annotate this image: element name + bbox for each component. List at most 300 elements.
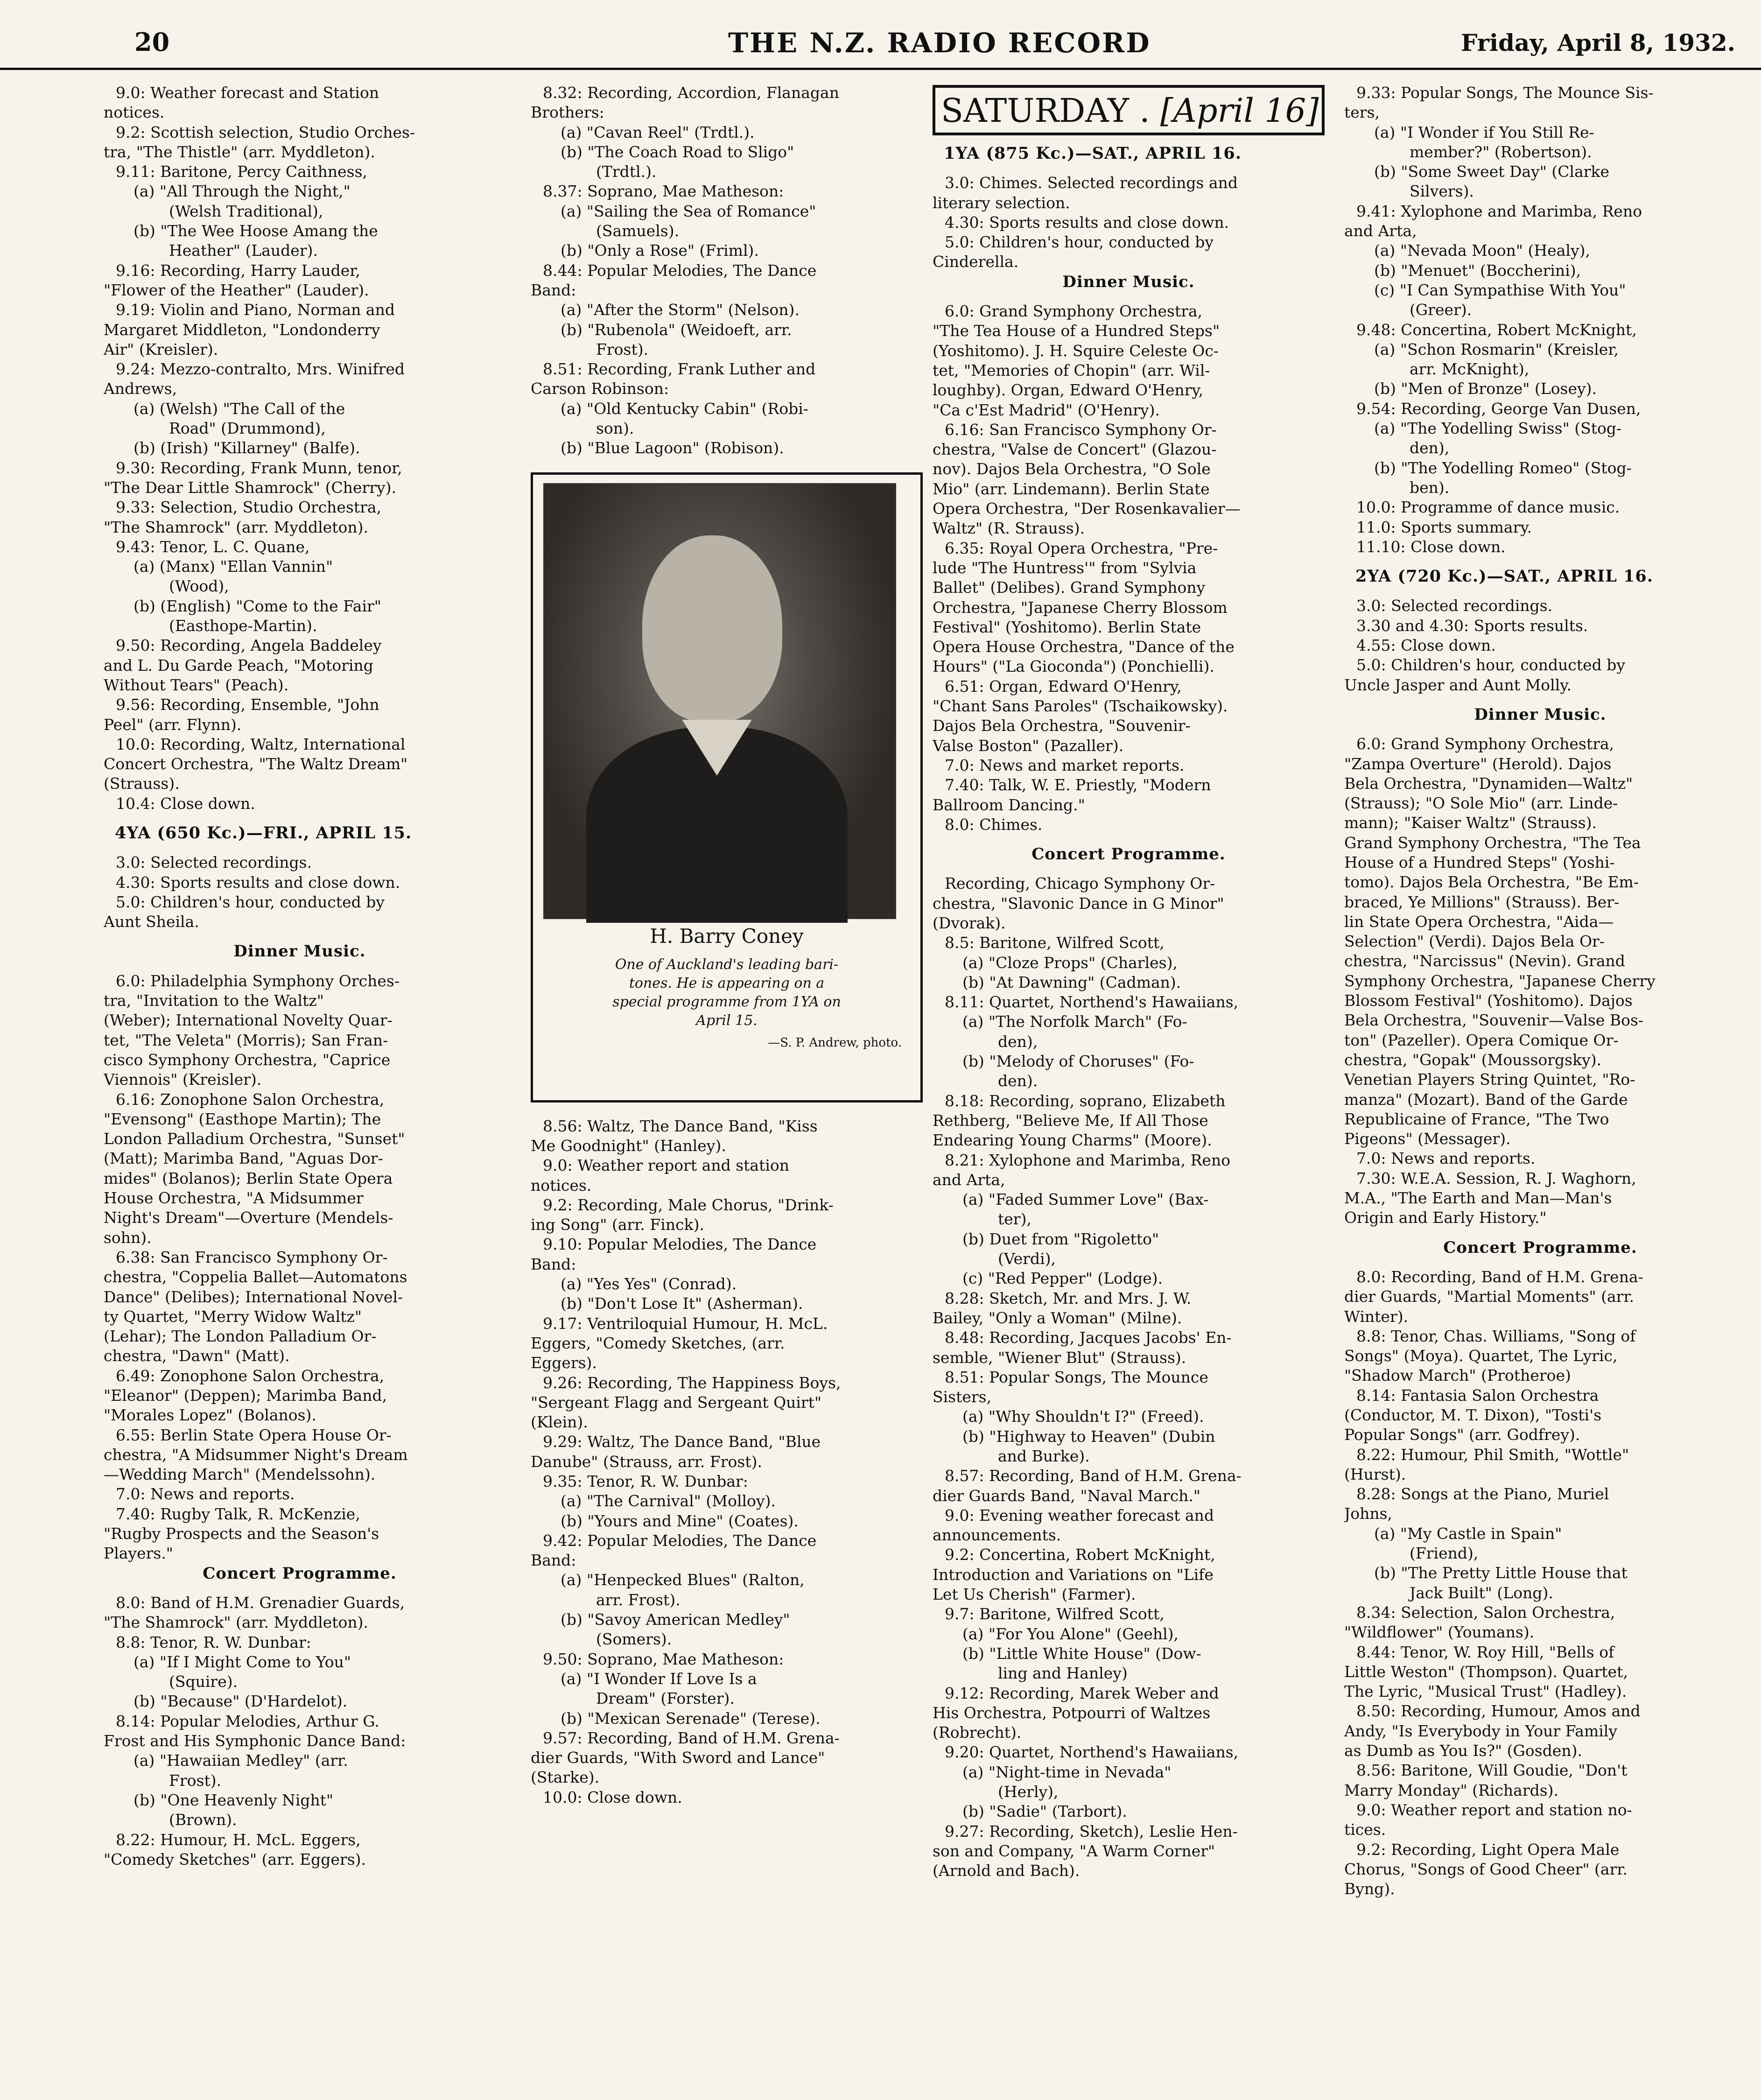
programme-line: 6.0: Philadelphia Symphony Orches- bbox=[116, 971, 400, 990]
programme-line: (b) "Men of Bronze" (Losey). bbox=[1374, 379, 1597, 398]
programme-line: (a) "Night-time in Nevada" bbox=[962, 1763, 1172, 1781]
programme-line: 8.28: Songs at the Piano, Muriel bbox=[1356, 1485, 1609, 1503]
programme-line: (a) "Henpecked Blues" (Ralton, bbox=[561, 1571, 805, 1589]
programme-line: 8.32: Recording, Accordion, Flanagan bbox=[543, 84, 839, 102]
programme-line: "Rugby Prospects and the Season's bbox=[104, 1524, 379, 1543]
programme-line: (b) (English) "Come to the Fair" bbox=[133, 597, 381, 615]
programme-line: (b) "At Dawning" (Cadman). bbox=[962, 973, 1181, 991]
programme-line: (b) "Sadie" (Tarbort). bbox=[962, 1802, 1127, 1821]
programme-line: (Yoshitomo). J. H. Squire Celeste Oc- bbox=[933, 341, 1219, 360]
programme-line: Carson Robinson: bbox=[531, 379, 669, 398]
programme-line: tra, "The Thistle" (arr. Myddleton). bbox=[104, 142, 375, 161]
programme-line: Chorus, "Songs of Good Cheer" (arr. bbox=[1344, 1860, 1628, 1878]
programme-line: 8.14: Fantasia Salon Orchestra bbox=[1356, 1386, 1599, 1405]
programme-line: (a) "Why Shouldn't I?" (Freed). bbox=[962, 1407, 1204, 1426]
programme-line: 6.55: Berlin State Opera House Or- bbox=[116, 1426, 392, 1444]
programme-line: London Palladium Orchestra, "Sunset" bbox=[104, 1130, 405, 1148]
section-heading-concert-programme: Concert Programme. bbox=[203, 1564, 397, 1583]
programme-line: literary selection. bbox=[933, 193, 1070, 212]
programme-line: Blossom Festival" (Yoshitomo). Dajos bbox=[1344, 991, 1633, 1010]
programme-line: Dance" (Delibes); International Novel- bbox=[104, 1287, 403, 1306]
programme-line: 9.42: Popular Melodies, The Dance bbox=[543, 1531, 817, 1550]
programme-line: 9.0: Weather report and station bbox=[543, 1156, 789, 1175]
programme-line: 9.41: Xylophone and Marimba, Reno bbox=[1356, 202, 1642, 220]
programme-line: den), bbox=[998, 1032, 1038, 1051]
programme-line: 9.12: Recording, Marek Weber and bbox=[945, 1684, 1219, 1702]
programme-line: (a) "I Wonder if You Still Re- bbox=[1374, 123, 1594, 141]
programme-line: 3.0: Selected recordings. bbox=[1356, 597, 1553, 615]
programme-line: "Sergeant Flagg and Sergeant Quirt" bbox=[531, 1393, 822, 1412]
programme-line: 8.11: Quartet, Northend's Hawaiians, bbox=[945, 993, 1239, 1011]
programme-line: 10.0: Close down. bbox=[543, 1788, 682, 1806]
programme-line: (a) "Hawaiian Medley" (arr. bbox=[133, 1751, 348, 1770]
programme-line: Orchestra, "Japanese Cherry Blossom bbox=[933, 598, 1228, 617]
programme-line: (b) "One Heavenly Night" bbox=[133, 1791, 334, 1809]
programme-line: (a) "After the Storm" (Nelson). bbox=[561, 301, 800, 319]
programme-line: Valse Boston" (Pazaller). bbox=[933, 736, 1124, 755]
programme-line: 9.30: Recording, Frank Munn, tenor, bbox=[116, 458, 402, 477]
programme-line: 9.7: Baritone, Wilfred Scott, bbox=[945, 1605, 1165, 1623]
programme-line: 3.0: Chimes. Selected recordings and bbox=[945, 174, 1238, 192]
programme-line: 8.56: Baritone, Will Goudie, "Don't bbox=[1356, 1761, 1628, 1780]
programme-line: (b) Duet from "Rigoletto" bbox=[962, 1229, 1159, 1248]
programme-line: 8.14: Popular Melodies, Arthur G. bbox=[116, 1712, 379, 1730]
programme-line: Songs" (Moya). Quartet, The Lyric, bbox=[1344, 1347, 1618, 1365]
programme-line: Me Goodnight" (Hanley). bbox=[531, 1136, 726, 1155]
programme-line: Rethberg, "Believe Me, If All Those bbox=[933, 1111, 1208, 1130]
programme-line: and Burke). bbox=[998, 1447, 1090, 1465]
programme-line: 9.26: Recording, The Happiness Boys, bbox=[543, 1373, 841, 1392]
banner-day: SATURDAY bbox=[941, 91, 1130, 130]
programme-line: (Herly), bbox=[998, 1783, 1059, 1801]
programme-line: Mio" (arr. Lindemann). Berlin State bbox=[933, 479, 1210, 498]
programme-line: 8.57: Recording, Band of H.M. Grena- bbox=[945, 1467, 1242, 1485]
programme-line: Little Weston" (Thompson). Quartet, bbox=[1344, 1662, 1628, 1681]
programme-line: 9.33: Selection, Studio Orchestra, bbox=[116, 498, 382, 517]
caption-line: special programme from 1YA on bbox=[612, 993, 841, 1010]
programme-line: Air" (Kreisler). bbox=[104, 340, 218, 358]
programme-line: Frost). bbox=[169, 1771, 222, 1790]
programme-line: Bela Orchestra, "Souvenir—Valse Bos- bbox=[1344, 1011, 1644, 1030]
programme-line: His Orchestra, Potpourri of Waltzes bbox=[933, 1703, 1211, 1722]
programme-line: (a) "For You Alone" (Geehl), bbox=[962, 1624, 1179, 1643]
programme-line: ben). bbox=[1410, 478, 1450, 497]
programme-line: Dream" (Forster). bbox=[596, 1689, 735, 1708]
programme-line: Byng). bbox=[1344, 1880, 1395, 1898]
programme-line: (a) "I Wonder If Love Is a bbox=[561, 1669, 757, 1688]
programme-line: 8.22: Humour, H. McL. Eggers, bbox=[116, 1830, 361, 1849]
programme-line: Bela Orchestra, "Dynamiden—Waltz" bbox=[1344, 774, 1633, 793]
programme-line: Symphony Orchestra, "Japanese Cherry bbox=[1344, 971, 1656, 990]
programme-line: (b) "Little White House" (Dow- bbox=[962, 1644, 1201, 1663]
programme-line: 8.37: Soprano, Mae Matheson: bbox=[543, 182, 784, 201]
programme-line: Peel" (arr. Flynn). bbox=[104, 715, 242, 734]
programme-line: (Hurst). bbox=[1344, 1465, 1406, 1483]
programme-line: Danube" (Strauss, arr. Frost). bbox=[531, 1452, 762, 1471]
programme-line: (a) "The Yodelling Swiss" (Stog- bbox=[1374, 419, 1622, 438]
photo-credit: —S. P. Andrew, photo. bbox=[768, 1035, 902, 1050]
programme-line: tet, "Memories of Chopin" (arr. Wil- bbox=[933, 361, 1210, 379]
programme-line: 9.0: Weather report and station no- bbox=[1356, 1800, 1632, 1819]
programme-line: Margaret Middleton, "Londonderry bbox=[104, 320, 380, 339]
banner-separator: . bbox=[1139, 91, 1150, 130]
programme-line: House Orchestra, "A Midsummer bbox=[104, 1189, 364, 1208]
programme-line: chestra, "Valse de Concert" (Glazou- bbox=[933, 440, 1217, 459]
station-heading-4ya: 4YA (650 Kc.)—FRI., APRIL 15. bbox=[115, 823, 412, 843]
programme-line: 9.2: Recording, Male Chorus, "Drink- bbox=[543, 1195, 834, 1214]
programme-line: 8.28: Sketch, Mr. and Mrs. J. W. bbox=[945, 1289, 1192, 1307]
programme-line: 8.0: Chimes. bbox=[945, 815, 1043, 834]
programme-line: chestra, "Slavonic Dance in G Minor" bbox=[933, 894, 1224, 913]
programme-line: sohn). bbox=[104, 1228, 152, 1247]
programme-line: (b) "Rubenola" (Weidoeft, arr. bbox=[561, 320, 792, 339]
programme-line: Ballroom Dancing." bbox=[933, 795, 1085, 814]
programme-line: 8.22: Humour, Phil Smith, "Wottle" bbox=[1356, 1445, 1629, 1464]
programme-line: 8.18: Recording, soprano, Elizabeth bbox=[945, 1091, 1226, 1110]
programme-line: The Lyric, "Musical Trust" (Hadley). bbox=[1344, 1682, 1627, 1701]
programme-line: Concert Orchestra, "The Waltz Dream" bbox=[104, 755, 408, 773]
programme-line: Festival" (Yoshitomo). Berlin State bbox=[933, 618, 1201, 636]
programme-line: Dajos Bela Orchestra, "Souvenir- bbox=[933, 716, 1191, 735]
programme-line: (b) "Yours and Mine" (Coates). bbox=[561, 1511, 799, 1530]
programme-line: 9.0: Evening weather forecast and bbox=[945, 1506, 1214, 1524]
programme-line: 9.16: Recording, Harry Lauder, bbox=[116, 261, 360, 280]
column-4 bbox=[1344, 83, 1736, 1899]
programme-line: Marry Monday" (Richards). bbox=[1344, 1781, 1559, 1799]
programme-line: 9.57: Recording, Band of H.M. Grena- bbox=[543, 1728, 840, 1747]
programme-line: Frost). bbox=[596, 340, 649, 358]
programme-line: nov). Dajos Bela Orchestra, "O Sole bbox=[933, 460, 1211, 478]
programme-line: (a) "Old Kentucky Cabin" (Robi- bbox=[561, 399, 808, 418]
programme-line: 5.0: Children's hour, conducted by bbox=[945, 233, 1214, 252]
programme-line: 4.55: Close down. bbox=[1356, 636, 1496, 655]
programme-line: (Welsh Traditional), bbox=[169, 202, 323, 220]
programme-line: (Trdtl.). bbox=[596, 162, 657, 181]
photo-caption-text bbox=[533, 955, 920, 1030]
programme-line: 8.0: Recording, Band of H.M. Grena- bbox=[1356, 1267, 1643, 1286]
programme-line: chestra, "Coppelia Ballet—Automatons bbox=[104, 1268, 407, 1286]
programme-line: 8.51: Recording, Frank Luther and bbox=[543, 360, 816, 379]
banner-date: [April 16] bbox=[1160, 91, 1319, 130]
programme-line: 6.51: Organ, Edward O'Henry, bbox=[945, 677, 1182, 695]
section-heading-dinner-music: Dinner Music. bbox=[1062, 272, 1195, 291]
programme-line: (a) "My Castle in Spain" bbox=[1374, 1524, 1562, 1543]
photo-caption-name: H. Barry Coney bbox=[650, 924, 804, 948]
page-header bbox=[0, 0, 1761, 70]
programme-line: 9.24: Mezzo-contralto, Mrs. Winifred bbox=[116, 360, 405, 379]
programme-line: Waltz" (R. Strauss). bbox=[933, 519, 1085, 538]
programme-line: Frost and His Symphonic Dance Band: bbox=[104, 1732, 406, 1750]
programme-line: tet, "The Veleta" (Morris); San Fran- bbox=[104, 1031, 388, 1049]
programme-line: (Brown). bbox=[169, 1811, 237, 1829]
programme-line: Silvers). bbox=[1410, 182, 1474, 201]
programme-line: as Dumb as You Is?" (Gosden). bbox=[1344, 1742, 1582, 1760]
programme-line: 7.40: Rugby Talk, R. McKenzie, bbox=[116, 1504, 360, 1523]
section-heading-dinner-music: Dinner Music. bbox=[233, 942, 366, 961]
programme-line: loughby). Organ, Edward O'Henry, bbox=[933, 381, 1204, 400]
programme-line: 6.16: Zonophone Salon Orchestra, bbox=[116, 1090, 385, 1109]
programme-line: "Wildflower" (Youmans). bbox=[1344, 1623, 1535, 1642]
programme-line: chestra, "Narcissus" (Nevin). Grand bbox=[1344, 952, 1625, 970]
programme-line: Winter). bbox=[1344, 1307, 1409, 1326]
programme-line: announcements. bbox=[933, 1526, 1061, 1545]
programme-line: Heather" (Lauder). bbox=[169, 241, 318, 260]
programme-line: 4.30: Sports results and close down. bbox=[945, 213, 1229, 232]
programme-line: 10.4: Close down. bbox=[116, 794, 255, 813]
programme-line: 9.35: Tenor, R. W. Dunbar: bbox=[543, 1472, 748, 1490]
programme-line: (a) "Cloze Props" (Charles), bbox=[962, 953, 1178, 972]
programme-line: Without Tears" (Peach). bbox=[104, 675, 289, 694]
programme-line: cisco Symphony Orchestra, "Caprice bbox=[104, 1050, 391, 1069]
station-heading-1ya: 1YA (875 Kc.)—SAT., APRIL 16. bbox=[944, 144, 1242, 163]
programme-line: arr. Frost). bbox=[596, 1590, 681, 1609]
programme-line: (b) "Menuet" (Boccherini), bbox=[1374, 261, 1581, 280]
programme-line: Bailey, "Only a Woman" (Milne). bbox=[933, 1308, 1182, 1327]
issue-date: Friday, April 8, 1932. bbox=[1461, 29, 1736, 56]
programme-line: 5.0: Children's hour, conducted by bbox=[116, 892, 385, 911]
programme-line: 11.10: Close down. bbox=[1356, 537, 1506, 556]
programme-line: 3.0: Selected recordings. bbox=[116, 853, 312, 872]
programme-line: ters, bbox=[1344, 103, 1380, 122]
programme-line: 9.17: Ventriloquial Humour, H. McL. bbox=[543, 1314, 828, 1333]
programme-line: son). bbox=[596, 419, 634, 438]
programme-line: (Conductor, M. T. Dixon), "Tosti's bbox=[1344, 1406, 1602, 1424]
programme-line: 8.5: Baritone, Wilfred Scott, bbox=[945, 934, 1165, 952]
programme-line: (Squire). bbox=[169, 1672, 238, 1691]
programme-line: Aunt Sheila. bbox=[104, 913, 199, 931]
programme-line: (a) "The Carnival" (Molloy). bbox=[561, 1492, 776, 1510]
section-heading-dinner-music: Dinner Music. bbox=[1474, 705, 1607, 724]
programme-line: (Lehar); The London Palladium Or- bbox=[104, 1327, 377, 1346]
programme-line: (Weber); International Novelty Quar- bbox=[104, 1011, 393, 1030]
programme-line: 9.50: Recording, Angela Baddeley bbox=[116, 636, 382, 655]
programme-line: mides" (Bolanos); Berlin State Opera bbox=[104, 1169, 393, 1187]
programme-line: 9.54: Recording, George Van Dusen, bbox=[1356, 399, 1641, 418]
programme-line: semble, "Wiener Blut" (Strauss). bbox=[933, 1348, 1186, 1367]
programme-line: "Zampa Overture" (Herold). Dajos bbox=[1344, 754, 1612, 773]
programme-line: ing Song" (arr. Finck). bbox=[531, 1215, 704, 1234]
programme-line: (Verdi), bbox=[998, 1250, 1056, 1268]
programme-line: ty Quartet, "Merry Widow Waltz" bbox=[104, 1307, 362, 1326]
programme-line: 3.30 and 4.30: Sports results. bbox=[1356, 616, 1588, 635]
programme-line: 6.49: Zonophone Salon Orchestra, bbox=[116, 1366, 385, 1385]
programme-line: den). bbox=[998, 1072, 1038, 1090]
programme-line: 9.50: Soprano, Mae Matheson: bbox=[543, 1650, 784, 1668]
programme-line: (a) (Manx) "Ellan Vannin" bbox=[133, 557, 333, 576]
programme-line: Uncle Jasper and Aunt Molly. bbox=[1344, 675, 1572, 694]
programme-line: Band: bbox=[531, 281, 576, 299]
programme-line: (a) "Yes Yes" (Conrad). bbox=[561, 1275, 737, 1293]
portrait-head-shape bbox=[642, 535, 782, 722]
programme-line: "Ca c'Est Madrid" (O'Henry). bbox=[933, 400, 1160, 419]
programme-line: Opera Orchestra, "Der Rosenkavalier— bbox=[933, 499, 1241, 518]
programme-line: Viennois" (Kreisler). bbox=[104, 1070, 262, 1089]
programme-line: notices. bbox=[104, 103, 165, 122]
programme-line: Andrews, bbox=[104, 379, 177, 398]
programme-line: (b) "The Yodelling Romeo" (Stog- bbox=[1374, 458, 1632, 477]
programme-line: (b) "The Wee Hoose Amang the bbox=[133, 222, 378, 240]
section-heading-concert-programme: Concert Programme. bbox=[1031, 845, 1226, 864]
programme-line: 8.34: Selection, Salon Orchestra, bbox=[1356, 1603, 1615, 1622]
programme-line: 4.30: Sports results and close down. bbox=[116, 873, 400, 892]
programme-line: Eggers). bbox=[531, 1354, 597, 1372]
programme-line: "The Shamrock" (arr. Myddleton). bbox=[104, 1613, 369, 1632]
programme-line: 8.8: Tenor, R. W. Dunbar: bbox=[116, 1633, 311, 1651]
programme-line: Opera House Orchestra, "Dance of the bbox=[933, 638, 1235, 656]
programme-line: Cinderella. bbox=[933, 253, 1019, 271]
programme-line: 8.56: Waltz, The Dance Band, "Kiss bbox=[543, 1117, 818, 1135]
page-number: 20 bbox=[134, 27, 170, 57]
programme-line: dier Guards, "With Sword and Lance" bbox=[531, 1749, 825, 1767]
programme-line: Ballet" (Delibes). Grand Symphony bbox=[933, 578, 1206, 597]
programme-line: 8.8: Tenor, Chas. Williams, "Song of bbox=[1356, 1327, 1636, 1345]
programme-line: (a) "If I Might Come to You" bbox=[133, 1652, 351, 1671]
programme-line: Pigeons" (Messager). bbox=[1344, 1130, 1511, 1148]
programme-line: "The Dear Little Shamrock" (Cherry). bbox=[104, 478, 397, 497]
programme-line: Johns, bbox=[1344, 1504, 1393, 1523]
programme-line: Republicaine of France, "The Two bbox=[1344, 1110, 1609, 1128]
programme-line: Let Us Cherish" (Farmer). bbox=[933, 1585, 1136, 1604]
programme-line: (Dvorak). bbox=[933, 913, 1006, 932]
programme-line: (Klein). bbox=[531, 1413, 588, 1432]
programme-line: (c) "I Can Sympathise With You" bbox=[1374, 281, 1626, 299]
programme-line: 5.0: Children's hour, conducted by bbox=[1356, 656, 1626, 674]
programme-line: (a) "Schon Rosmarin" (Kreisler, bbox=[1374, 340, 1619, 358]
programme-line: (c) "Red Pepper" (Lodge). bbox=[962, 1269, 1163, 1288]
programme-line: "The Tea House of a Hundred Steps" bbox=[933, 322, 1220, 340]
programme-line: chestra, "Dawn" (Matt). bbox=[104, 1347, 290, 1365]
programme-line: braced, Ye Millions" (Strauss). Ber- bbox=[1344, 892, 1620, 911]
programme-line: 9.19: Violin and Piano, Norman and bbox=[116, 301, 395, 319]
programme-line: Band: bbox=[531, 1255, 576, 1273]
programme-line: 10.0: Programme of dance music. bbox=[1356, 498, 1620, 517]
programme-line: dier Guards Band, "Naval March." bbox=[933, 1486, 1201, 1505]
programme-line: (b) "Mexican Serenade" (Terese). bbox=[561, 1709, 821, 1728]
programme-line: 7.30: W.E.A. Session, R. J. Waghorn, bbox=[1356, 1169, 1636, 1187]
programme-line: "Eleanor" (Deppen); Marimba Band, bbox=[104, 1386, 387, 1405]
programme-line: (b) "The Coach Road to Sligo" bbox=[561, 142, 794, 161]
programme-line: 8.51: Popular Songs, The Mounce bbox=[945, 1368, 1208, 1386]
programme-line: Popular Songs" (arr. Godfrey). bbox=[1344, 1426, 1580, 1444]
programme-line: "Shadow March" (Protheroe) bbox=[1344, 1366, 1571, 1385]
programme-line: Road" (Drummond), bbox=[169, 419, 326, 438]
saturday-banner bbox=[933, 85, 1325, 135]
programme-line: and Arta, bbox=[1344, 222, 1417, 240]
programme-line: ton" (Pazeller). Opera Comique Or- bbox=[1344, 1031, 1619, 1049]
programme-line: Andy, "Is Everybody in Your Family bbox=[1344, 1721, 1617, 1740]
programme-line: Brothers: bbox=[531, 103, 604, 122]
programme-line: 11.0: Sports summary. bbox=[1356, 518, 1532, 536]
programme-line: dier Guards, "Martial Moments" (arr. bbox=[1344, 1287, 1635, 1306]
programme-line: 9.0: Weather forecast and Station bbox=[116, 84, 379, 102]
programme-line: 6.16: San Francisco Symphony Or- bbox=[945, 420, 1217, 439]
programme-line: (Easthope-Martin). bbox=[169, 617, 317, 635]
programme-line: 9.27: Recording, Sketch), Leslie Hen- bbox=[945, 1822, 1238, 1840]
programme-line: (b) "Only a Rose" (Friml). bbox=[561, 241, 759, 260]
programme-line: (b) "Because" (D'Hardelot). bbox=[133, 1692, 348, 1711]
programme-line: (a) "Faded Summer Love" (Bax- bbox=[962, 1190, 1209, 1209]
programme-line: 9.48: Concertina, Robert McKnight, bbox=[1356, 320, 1637, 339]
programme-line: (b) "Don't Lose It" (Asherman). bbox=[561, 1294, 803, 1313]
programme-line: (a) (Welsh) "The Call of the bbox=[133, 399, 345, 418]
programme-line: 8.50: Recording, Humour, Amos and bbox=[1356, 1702, 1641, 1721]
programme-line: 9.10: Popular Melodies, The Dance bbox=[543, 1235, 817, 1254]
programme-line: 6.35: Royal Opera Orchestra, "Pre- bbox=[945, 539, 1218, 557]
programme-line: (b) "Blue Lagoon" (Robison). bbox=[561, 439, 784, 457]
programme-line: lin State Opera Orchestra, "Aida— bbox=[1344, 912, 1614, 931]
programme-line: 9.2: Concertina, Robert McKnight, bbox=[945, 1545, 1215, 1564]
programme-line: 8.48: Recording, Jacques Jacobs' En- bbox=[945, 1328, 1232, 1347]
programme-line: Origin and Early History." bbox=[1344, 1208, 1547, 1227]
programme-line: "Comedy Sketches" (arr. Eggers). bbox=[104, 1850, 366, 1868]
programme-line: (Greer). bbox=[1410, 301, 1472, 319]
programme-line: 7.40: Talk, W. E. Priestly, "Modern bbox=[945, 776, 1211, 794]
programme-line: (a) "Cavan Reel" (Trdtl.). bbox=[561, 123, 755, 141]
programme-line: chestra, "Gopak" (Moussorgsky). bbox=[1344, 1050, 1602, 1069]
programme-line: (Starke). bbox=[531, 1768, 600, 1787]
programme-line: tomo). Dajos Bela Orchestra, "Be Em- bbox=[1344, 873, 1639, 892]
programme-line: (Robrecht). bbox=[933, 1723, 1022, 1742]
caption-line: April 15. bbox=[696, 1012, 758, 1029]
programme-line: 9.2: Scottish selection, Studio Orches- bbox=[116, 123, 415, 141]
programme-line: (b) "Savoy American Medley" bbox=[561, 1610, 790, 1629]
programme-line: 6.0: Grand Symphony Orchestra, bbox=[945, 302, 1203, 321]
programme-line: (b) (Irish) "Killarney" (Balfe). bbox=[133, 439, 360, 457]
programme-line: (a) "Nevada Moon" (Healy), bbox=[1374, 241, 1590, 260]
programme-line: 8.21: Xylophone and Marimba, Reno bbox=[945, 1151, 1231, 1169]
programme-line: (b) "The Pretty Little House that bbox=[1374, 1564, 1628, 1582]
programme-line: Night's Dream"—Overture (Mendels- bbox=[104, 1208, 393, 1227]
programme-line: (a) "Sailing the Sea of Romance" bbox=[561, 202, 816, 220]
programme-line: "Flower of the Heather" (Lauder). bbox=[104, 281, 369, 299]
programme-line: 9.33: Popular Songs, The Mounce Sis- bbox=[1356, 84, 1654, 102]
photo-feature-box bbox=[531, 472, 923, 1103]
programme-line: Players." bbox=[104, 1544, 173, 1563]
programme-line: 9.11: Baritone, Percy Caithness, bbox=[116, 162, 368, 181]
programme-line: Selection" (Verdi). Dajos Bela Or- bbox=[1344, 932, 1605, 951]
programme-line: mann); "Kaiser Waltz" (Strauss). bbox=[1344, 814, 1597, 832]
programme-line: (Friend), bbox=[1410, 1544, 1479, 1563]
programme-line: tices. bbox=[1344, 1820, 1386, 1839]
programme-line: (b) "Melody of Choruses" (Fo- bbox=[962, 1052, 1194, 1071]
programme-line: Grand Symphony Orchestra, "The Tea bbox=[1344, 833, 1641, 852]
programme-line: House of a Hundred Steps" (Yoshi- bbox=[1344, 853, 1615, 871]
programme-line: and L. Du Garde Peach, "Motoring bbox=[104, 656, 373, 674]
programme-line: 9.56: Recording, Ensemble, "John bbox=[116, 695, 379, 714]
section-heading-concert-programme: Concert Programme. bbox=[1443, 1238, 1637, 1257]
programme-line: 8.44: Tenor, W. Roy Hill, "Bells of bbox=[1356, 1643, 1614, 1661]
programme-line: M.A., "The Earth and Man—Man's bbox=[1344, 1189, 1612, 1208]
programme-line: Recording, Chicago Symphony Or- bbox=[945, 874, 1215, 893]
programme-line: (Strauss). bbox=[104, 774, 180, 793]
programme-line: Jack Built" (Long). bbox=[1410, 1583, 1553, 1602]
programme-line: arr. McKnight), bbox=[1410, 360, 1529, 379]
programme-line: (a) "All Through the Night," bbox=[133, 182, 351, 201]
station-heading-2ya: 2YA (720 Kc.)—SAT., APRIL 16. bbox=[1355, 567, 1653, 586]
programme-line: (Matt); Marimba Band, "Aguas Dor- bbox=[104, 1149, 383, 1168]
programme-line: (Arnold and Bach). bbox=[933, 1861, 1080, 1880]
programme-line: 7.0: News and market reports. bbox=[945, 756, 1185, 774]
programme-line: Venetian Players String Quintet, "Ro- bbox=[1344, 1070, 1635, 1089]
programme-line: lude "The Huntress'" from "Sylvia bbox=[933, 558, 1197, 577]
programme-line: notices. bbox=[531, 1176, 592, 1194]
programme-line: 6.0: Grand Symphony Orchestra, bbox=[1356, 735, 1614, 753]
programme-line: Band: bbox=[531, 1551, 576, 1570]
column-1 bbox=[104, 83, 496, 1869]
programme-line: Introduction and Variations on "Life bbox=[933, 1565, 1214, 1584]
programme-line: Eggers, "Comedy Sketches, (arr. bbox=[531, 1334, 785, 1352]
programme-line: manza" (Mozart). Band of the Garde bbox=[1344, 1090, 1628, 1109]
